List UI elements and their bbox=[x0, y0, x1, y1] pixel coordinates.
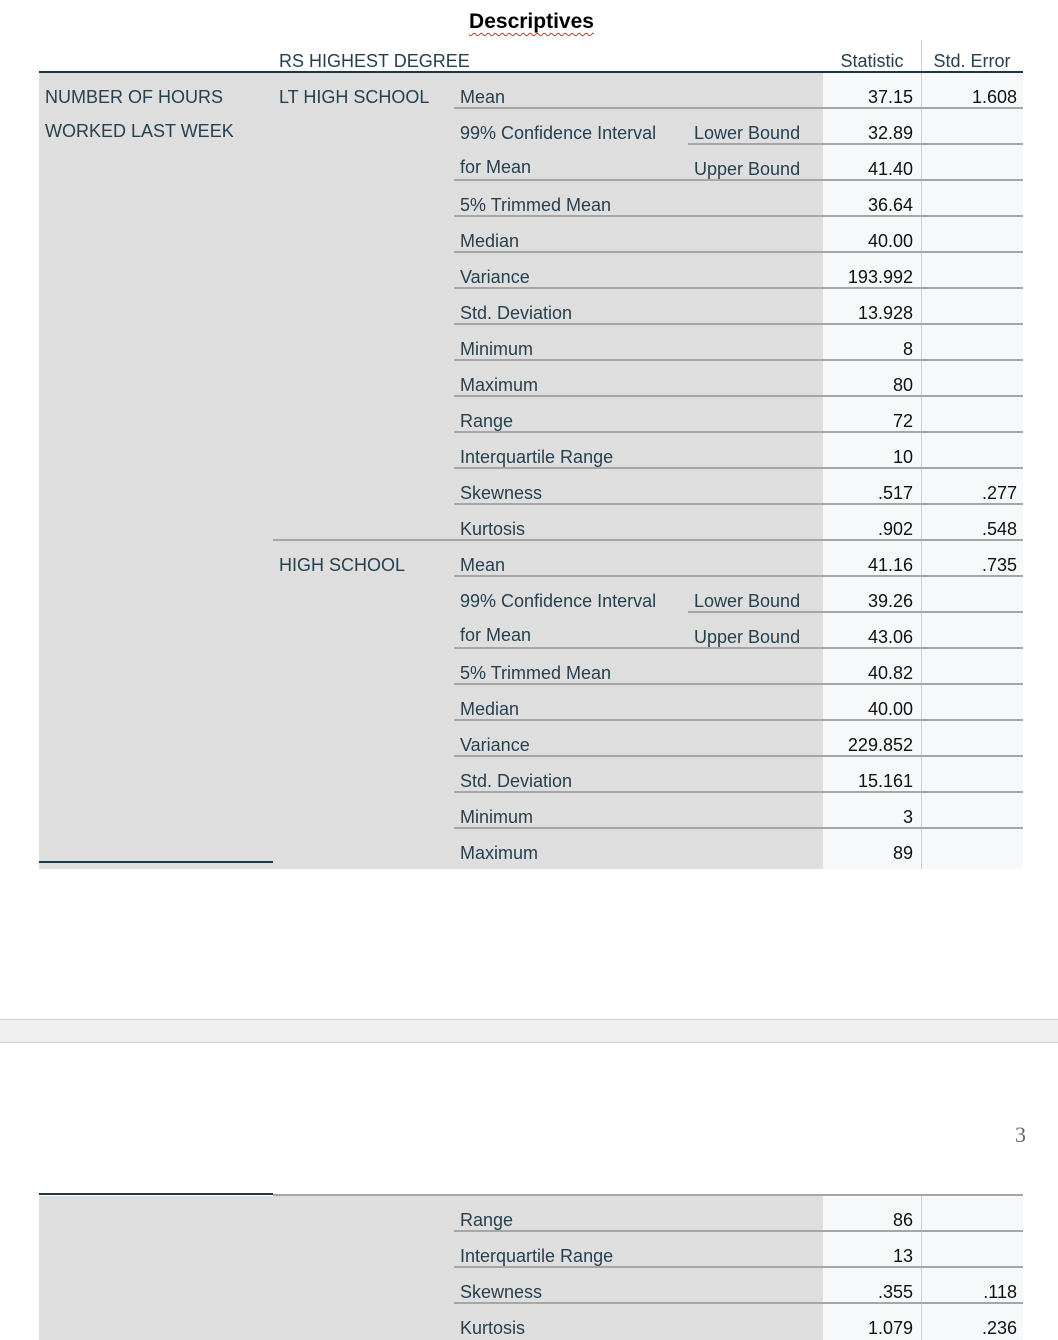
statistic-value: .902 bbox=[877, 519, 913, 539]
row-label: Std. Deviation bbox=[460, 303, 573, 323]
statistic-value: 40.00 bbox=[867, 699, 913, 719]
row-rule bbox=[454, 647, 1023, 649]
statistic-value: 80 bbox=[892, 375, 913, 395]
row-label: Variance bbox=[460, 267, 530, 287]
row-rule bbox=[454, 323, 1023, 325]
statistic-value: 72 bbox=[892, 411, 913, 431]
row-label: Maximum bbox=[460, 843, 539, 863]
std-error-value: .735 bbox=[981, 555, 1017, 575]
std-error-value: 1.608 bbox=[971, 87, 1017, 107]
row-rule bbox=[454, 1230, 1023, 1232]
row-rule bbox=[454, 395, 1023, 397]
statistic-value: 36.64 bbox=[867, 195, 913, 215]
row-label: Variance bbox=[460, 735, 530, 755]
header-rule bbox=[39, 71, 1023, 73]
std-error-value: .118 bbox=[983, 1282, 1017, 1302]
ci-lower-label: Lower Bound bbox=[694, 123, 801, 143]
row-rule bbox=[688, 611, 1023, 613]
row-rule bbox=[688, 143, 1023, 145]
header-std-error: Std. Error bbox=[933, 51, 1011, 71]
statistic-value: 86 bbox=[892, 1210, 913, 1230]
row-rule bbox=[454, 107, 1023, 109]
statistic-value: 40.00 bbox=[867, 231, 913, 251]
row-rule bbox=[454, 575, 1023, 577]
group-label: LT HIGH SCHOOL bbox=[279, 87, 430, 107]
page-number: 3 bbox=[1015, 1122, 1026, 1147]
statistic-value: 39.26 bbox=[867, 591, 913, 611]
row-rule bbox=[454, 1266, 1023, 1268]
continued-row-header-area bbox=[39, 1196, 823, 1340]
ci-upper-label: Upper Bound bbox=[694, 159, 801, 179]
row-label: Interquartile Range bbox=[460, 1246, 614, 1266]
row-rule bbox=[454, 503, 1023, 505]
row-rule bbox=[454, 359, 1023, 361]
row-rule bbox=[454, 683, 1023, 685]
variable-label-line2: WORKED LAST WEEK bbox=[45, 121, 234, 141]
ci-label-line1: 99% Confidence Interval bbox=[460, 123, 657, 143]
statistic-value: 41.16 bbox=[867, 555, 913, 575]
row-label: Skewness bbox=[460, 483, 543, 503]
ci-label-line1: 99% Confidence Interval bbox=[460, 591, 657, 611]
statistic-value: 32.89 bbox=[867, 123, 913, 143]
statistic-value: 10 bbox=[892, 447, 913, 467]
statistic-value: 13.928 bbox=[857, 303, 913, 323]
row-label: Kurtosis bbox=[460, 519, 526, 539]
row-rule bbox=[454, 287, 1023, 289]
header-group-label: RS HIGHEST DEGREE bbox=[279, 51, 470, 71]
row-label: Std. Deviation bbox=[460, 771, 573, 791]
statistic-value: 229.852 bbox=[847, 735, 913, 755]
row-rule bbox=[454, 179, 1023, 181]
ci-label-line2: for Mean bbox=[460, 625, 532, 645]
row-label: 5% Trimmed Mean bbox=[460, 195, 612, 215]
statistic-value: 1.079 bbox=[867, 1318, 913, 1338]
section-end-rule bbox=[39, 861, 273, 863]
row-rule bbox=[454, 719, 1023, 721]
statistic-value: 41.40 bbox=[867, 159, 913, 179]
variable-label-line1: NUMBER OF HOURS bbox=[45, 87, 224, 107]
table-title: Descriptives bbox=[469, 10, 594, 33]
row-label-mean: Mean bbox=[460, 555, 506, 575]
row-label: Kurtosis bbox=[460, 1318, 526, 1338]
statistic-value: 13 bbox=[892, 1246, 913, 1266]
statistic-value: 89 bbox=[892, 843, 913, 863]
row-label-mean: Mean bbox=[460, 87, 506, 107]
row-label: Median bbox=[460, 231, 520, 251]
row-label: Range bbox=[460, 1210, 514, 1230]
std-error-value: .548 bbox=[981, 519, 1017, 539]
statistic-value: 193.992 bbox=[847, 267, 913, 287]
row-label: Skewness bbox=[460, 1282, 543, 1302]
header-divider bbox=[921, 40, 922, 869]
row-rule bbox=[454, 431, 1023, 433]
row-label: Maximum bbox=[460, 375, 539, 395]
statistic-value: 8 bbox=[902, 339, 913, 359]
group-label: HIGH SCHOOL bbox=[279, 555, 406, 575]
statistic-value: .355 bbox=[877, 1282, 913, 1302]
std-error-value: .236 bbox=[981, 1318, 1017, 1338]
row-rule bbox=[454, 1302, 1023, 1304]
row-label: Median bbox=[460, 699, 520, 719]
statistic-value: 15.161 bbox=[857, 771, 913, 791]
row-rule bbox=[454, 791, 1023, 793]
statistic-value: 3 bbox=[902, 807, 913, 827]
row-rule bbox=[454, 827, 1023, 829]
row-header-area bbox=[39, 73, 823, 869]
header-statistic: Statistic bbox=[840, 51, 904, 71]
std-error-value: .277 bbox=[981, 483, 1017, 503]
statistic-value: 37.15 bbox=[867, 87, 913, 107]
row-label: Minimum bbox=[460, 807, 534, 827]
row-label: Minimum bbox=[460, 339, 534, 359]
row-rule bbox=[454, 215, 1023, 217]
row-rule bbox=[454, 467, 1023, 469]
statistic-value: 40.82 bbox=[867, 663, 913, 683]
ci-label-line2: for Mean bbox=[460, 157, 532, 177]
page-break bbox=[0, 1019, 1058, 1043]
statistic-value: 43.06 bbox=[867, 627, 913, 647]
continued-top-rule-left bbox=[39, 1193, 273, 1195]
ci-upper-label: Upper Bound bbox=[694, 627, 801, 647]
row-label: Range bbox=[460, 411, 514, 431]
row-rule bbox=[454, 755, 1023, 757]
row-label: Interquartile Range bbox=[460, 447, 614, 467]
ci-lower-label: Lower Bound bbox=[694, 591, 801, 611]
group-divider bbox=[273, 539, 1023, 541]
row-rule bbox=[454, 251, 1023, 253]
row-label: 5% Trimmed Mean bbox=[460, 663, 612, 683]
statistic-value: .517 bbox=[877, 483, 913, 503]
